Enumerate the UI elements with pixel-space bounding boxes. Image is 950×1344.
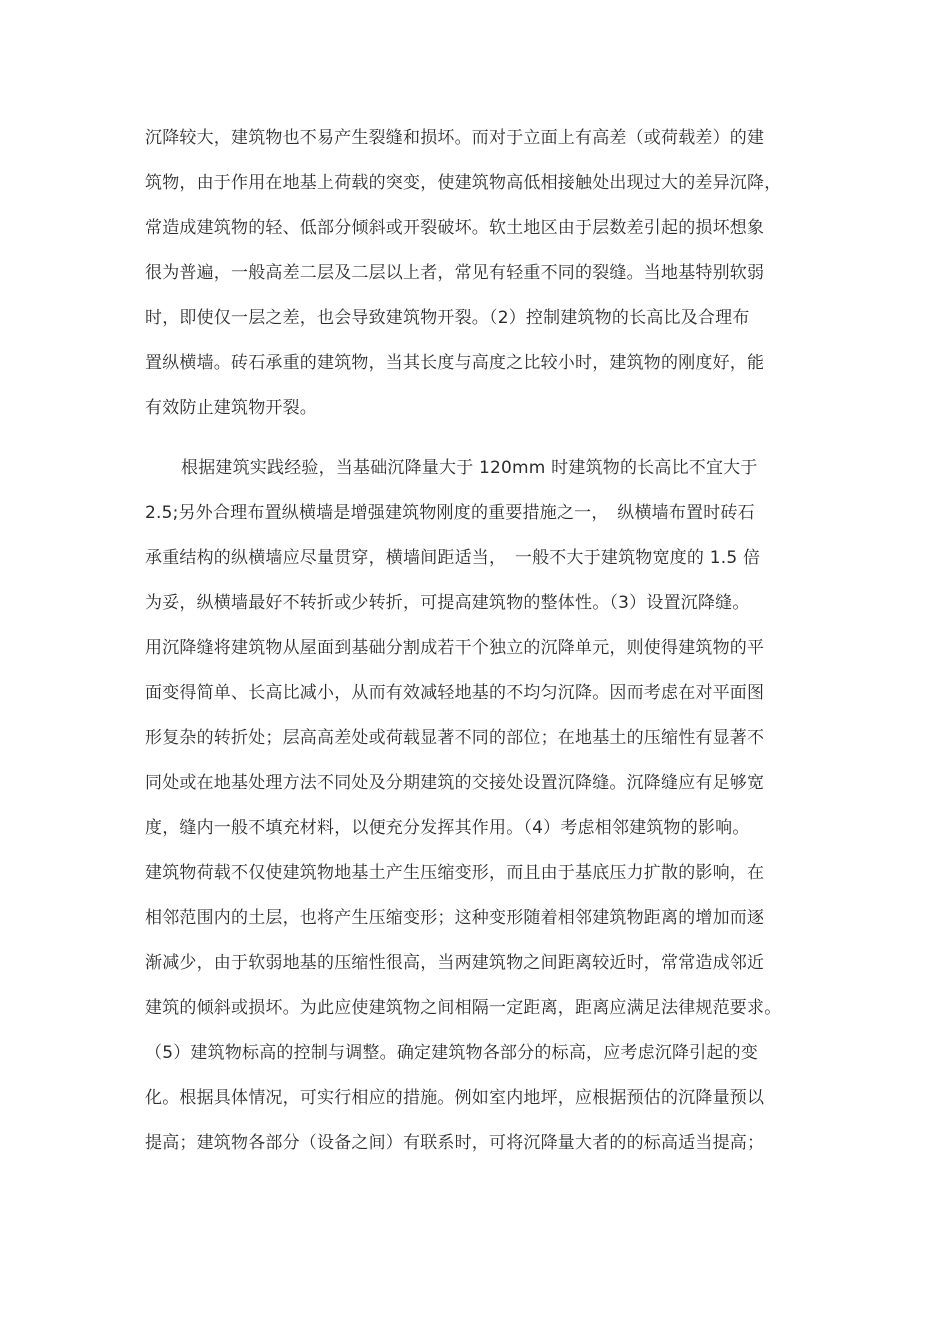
text-line: 很为普遍，一般高差二层及二层以上者，常见有轻重不同的裂缝。当地基特别软弱 <box>145 263 765 283</box>
text-line: 有效防止建筑物开裂。 <box>145 398 317 418</box>
text-line: 用沉降缝将建筑物从屋面到基础分割成若干个独立的沉降单元，则使得建筑物的平 <box>145 638 765 658</box>
text-line: 面变得简单、长高比减小，从而有效减轻地基的不均匀沉降。因而考虑在对平面图 <box>145 683 765 703</box>
text-line: 建筑物荷载不仅使建筑物地基土产生压缩变形，而且由于基底压力扩散的影响，在 <box>145 863 765 883</box>
text-line: 沉降较大，建筑物也不易产生裂缝和损坏。而对于立面上有高差（或荷载差）的建 <box>145 128 765 148</box>
text-line: 为妥，纵横墙最好不转折或少转折，可提高建筑物的整体性。（3）设置沉降缝。 <box>145 593 750 613</box>
text-line: 同处或在地基处理方法不同处及分期建筑的交接处设置沉降缝。沉降缝应有足够宽 <box>145 773 765 793</box>
text-line: 承重结构的纵横墙应尽量贯穿，横墙间距适当， 一般不大于建筑物宽度的 1.5 倍 <box>145 548 761 568</box>
text-line: 提高；建筑物各部分（设备之间）有联系时，可将沉降量大者的的标高适当提高； <box>145 1133 765 1153</box>
text-line: 置纵横墙。砖石承重的建筑物，当其长度与高度之比较小时，建筑物的刚度好，能 <box>145 353 765 373</box>
text-line: 相邻范围内的土层，也将产生压缩变形；这种变形随着相邻建筑物距离的增加而逐 <box>145 908 765 928</box>
text-line: 常造成建筑物的轻、低部分倾斜或开裂破坏。软土地区由于层数差引起的损坏想象 <box>145 218 765 238</box>
text-line: 2.5;另外合理布置纵横墙是增强建筑物刚度的重要措施之一， 纵横墙布置时砖石 <box>145 503 755 523</box>
text-line: 根据建筑实践经验，当基础沉降量大于 120mm 时建筑物的长高比不宜大于 <box>181 458 758 478</box>
text-line: 渐减少，由于软弱地基的压缩性很高，当两建筑物之间距离较近时，常常造成邻近 <box>145 953 765 973</box>
text-line: 化。根据具体情况，可实行相应的措施。例如室内地坪，应根据预估的沉降量预以 <box>145 1088 765 1108</box>
text-line: （5）建筑物标高的控制与调整。确定建筑物各部分的标高，应考虑沉降引起的变 <box>145 1043 759 1063</box>
text-line: 建筑的倾斜或损坏。为此应使建筑物之间相隔一定距离，距离应满足法律规范要求。 <box>145 998 782 1018</box>
text-line: 时，即使仅一层之差，也会导致建筑物开裂。（2）控制建筑物的长高比及合理布 <box>145 308 750 328</box>
text-line: 形复杂的转折处；层高高差处或荷载显著不同的部位；在地基土的压缩性有显著不 <box>145 728 765 748</box>
text-line: 度，缝内一般不填充材料，以便充分发挥其作用。（4）考虑相邻建筑物的影响。 <box>145 818 750 838</box>
text-line: 筑物，由于作用在地基上荷载的突变，使建筑物高低相接触处出现过大的差异沉降， <box>145 173 782 193</box>
